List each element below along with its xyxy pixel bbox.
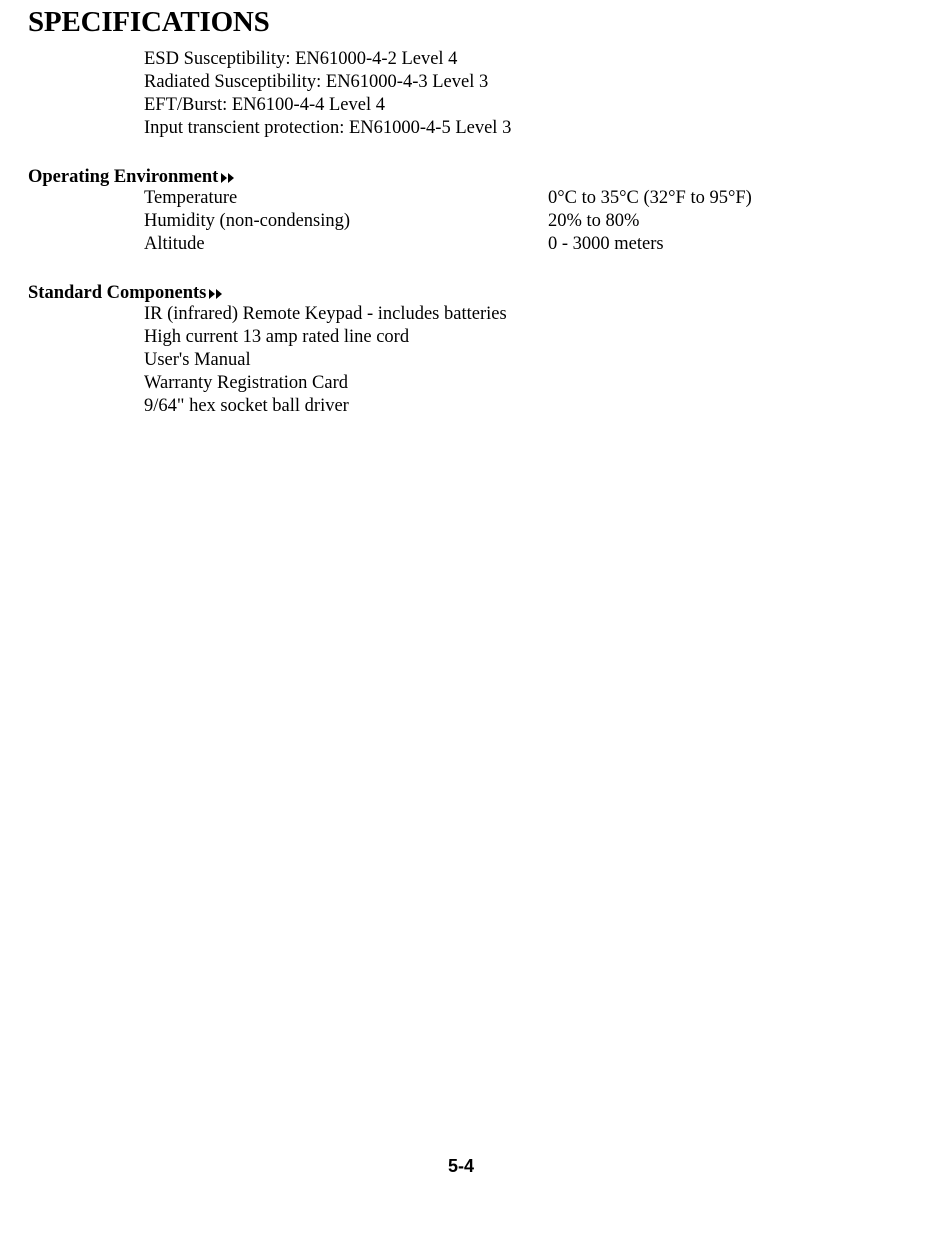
double-right-triangle-icon — [221, 172, 235, 184]
operating-environment-heading-text: Operating Environment — [28, 167, 219, 187]
spec-line-eft-burst: EFT/Burst: EN6100-4-4 Level 4 — [144, 95, 385, 115]
component-item: Warranty Registration Card — [144, 373, 349, 393]
component-item: User's Manual — [144, 350, 251, 370]
component-item: High current 13 amp rated line cord — [144, 327, 410, 347]
standard-components-heading-text: Standard Components — [28, 283, 207, 303]
environment-label-altitude: Altitude — [144, 234, 205, 254]
component-item: 9/64" hex socket ball driver — [144, 396, 349, 416]
environment-label-humidity: Humidity (non-condensing) — [144, 211, 351, 231]
page-number: 5-4 — [447, 1156, 474, 1176]
standard-components-heading — [28, 282, 223, 305]
environment-value-humidity: 20% to 80% — [548, 211, 640, 231]
spec-line-radiated: Radiated Susceptibility: EN61000-4-3 Level 3 — [144, 72, 489, 92]
component-item: IR (infrared) Remote Keypad - includes batteries — [144, 304, 507, 324]
environment-label-temperature: Temperature — [144, 188, 238, 208]
page-title: SPECIFICATIONS — [28, 6, 270, 38]
double-right-triangle-icon — [209, 288, 223, 300]
operating-environment-heading — [28, 166, 235, 189]
spec-line-input-protection: Input transcient protection: EN61000-4-5 Level 3 — [144, 118, 512, 138]
environment-value-temperature: 0°C to 35°C (32°F to 95°F) — [548, 188, 752, 208]
environment-value-altitude: 0 - 3000 meters — [548, 234, 664, 254]
spec-line-esd: ESD Susceptibility: EN61000-4-2 Level 4 — [144, 49, 458, 69]
